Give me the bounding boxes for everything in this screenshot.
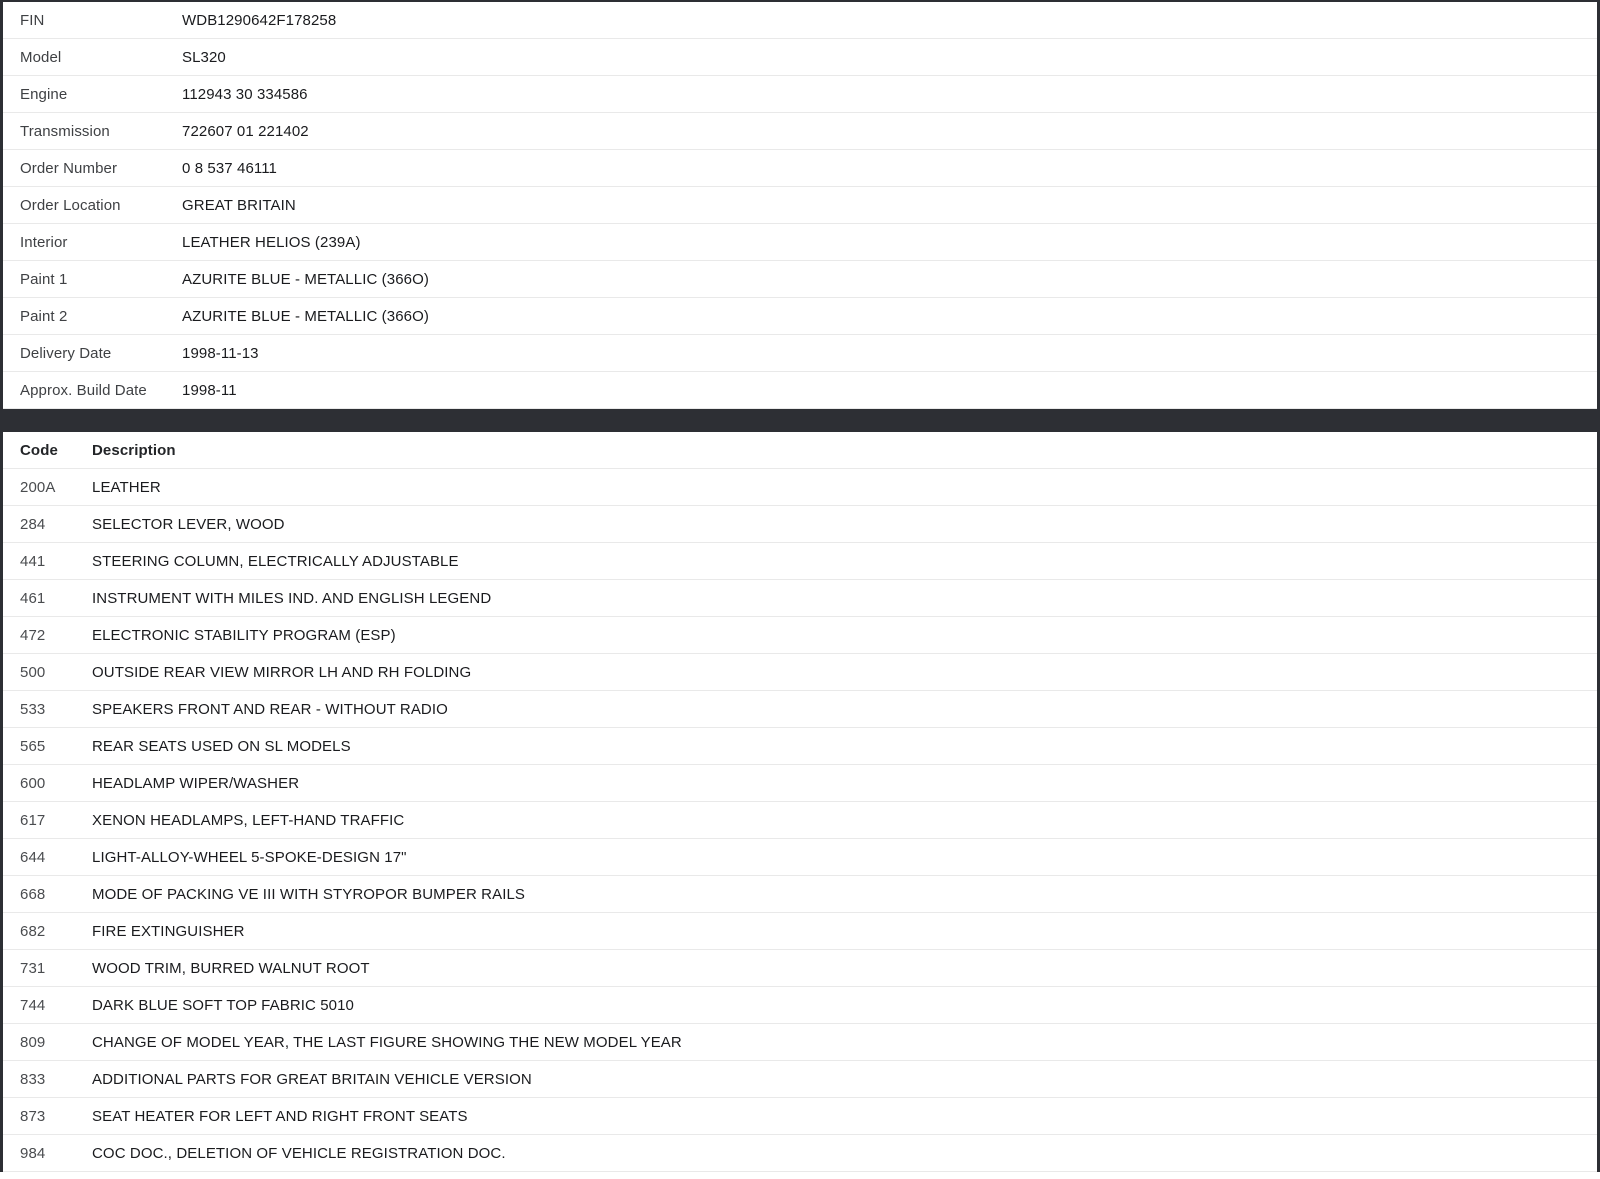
option-code: 600 xyxy=(20,774,46,792)
option-row xyxy=(3,1135,1597,1172)
vehicle-info-table xyxy=(3,2,1597,409)
option-description: REAR SEATS USED ON SL MODELS xyxy=(92,737,351,755)
option-description: LEATHER xyxy=(92,478,161,496)
option-row xyxy=(3,728,1597,765)
option-row xyxy=(3,987,1597,1024)
option-description: OUTSIDE REAR VIEW MIRROR LH AND RH FOLDING xyxy=(92,663,472,681)
option-code: 873 xyxy=(20,1107,46,1125)
field-value: 0 8 537 46111 xyxy=(182,159,277,177)
option-row xyxy=(3,691,1597,728)
option-code: 441 xyxy=(20,552,46,570)
vehicle-info-row xyxy=(3,150,1597,187)
option-code: 565 xyxy=(20,737,46,755)
option-row xyxy=(3,543,1597,580)
option-code: 533 xyxy=(20,700,46,718)
field-label: Transmission xyxy=(20,122,110,140)
option-description: DARK BLUE SOFT TOP FABRIC 5010 xyxy=(92,996,354,1014)
option-description: HEADLAMP WIPER/WASHER xyxy=(92,774,300,792)
option-description: SPEAKERS FRONT AND REAR - WITHOUT RADIO xyxy=(92,700,448,718)
field-label: Order Location xyxy=(20,196,121,214)
option-row xyxy=(3,580,1597,617)
options-table-header xyxy=(3,432,1597,469)
field-value: WDB1290642F178258 xyxy=(182,11,337,29)
options-table-body xyxy=(3,469,1597,1172)
option-code: 744 xyxy=(20,996,46,1014)
field-value: 112943 30 334586 xyxy=(182,85,308,103)
field-value: AZURITE BLUE - METALLIC (366O) xyxy=(182,270,429,288)
field-label: Approx. Build Date xyxy=(20,381,147,399)
option-description: WOOD TRIM, BURRED WALNUT ROOT xyxy=(92,959,370,977)
field-value: LEATHER HELIOS (239A) xyxy=(182,233,361,251)
option-description: LIGHT-ALLOY-WHEEL 5-SPOKE-DESIGN 17" xyxy=(92,848,407,866)
option-description: STEERING COLUMN, ELECTRICALLY ADJUSTABLE xyxy=(92,552,459,570)
option-description: INSTRUMENT WITH MILES IND. AND ENGLISH LEGEND xyxy=(92,589,492,607)
field-label: Engine xyxy=(20,85,68,103)
option-code: 284 xyxy=(20,515,46,533)
option-row xyxy=(3,876,1597,913)
option-row xyxy=(3,1098,1597,1135)
field-value: 722607 01 221402 xyxy=(182,122,309,140)
field-label: Delivery Date xyxy=(20,344,112,362)
option-code: 731 xyxy=(20,959,46,977)
option-description: COC DOC., DELETION OF VEHICLE REGISTRATION DOC. xyxy=(92,1144,506,1162)
option-row xyxy=(3,765,1597,802)
field-label: Order Number xyxy=(20,159,118,177)
option-description: XENON HEADLAMPS, LEFT-HAND TRAFFIC xyxy=(92,811,405,829)
vehicle-info-row xyxy=(3,224,1597,261)
option-code: 809 xyxy=(20,1033,46,1051)
field-label: Paint 2 xyxy=(20,307,68,325)
vehicle-info-row xyxy=(3,298,1597,335)
option-code: 472 xyxy=(20,626,46,644)
option-code: 833 xyxy=(20,1070,46,1088)
option-row xyxy=(3,802,1597,839)
field-value: 1998-11-13 xyxy=(182,344,259,362)
option-code: 500 xyxy=(20,663,46,681)
description-column-header: Description xyxy=(92,441,176,459)
field-value: AZURITE BLUE - METALLIC (366O) xyxy=(182,307,429,325)
option-description: SELECTOR LEVER, WOOD xyxy=(92,515,285,533)
option-code: 668 xyxy=(20,885,46,903)
option-row xyxy=(3,950,1597,987)
field-label: Paint 1 xyxy=(20,270,68,288)
option-code: 682 xyxy=(20,922,46,940)
option-description: ADDITIONAL PARTS FOR GREAT BRITAIN VEHICLE VERSION xyxy=(92,1070,532,1088)
option-description: ELECTRONIC STABILITY PROGRAM (ESP) xyxy=(92,626,396,644)
options-table xyxy=(3,432,1597,1172)
option-description: CHANGE OF MODEL YEAR, THE LAST FIGURE SHOWING THE NEW MODEL YEAR xyxy=(92,1033,682,1051)
option-row xyxy=(3,1024,1597,1061)
option-row xyxy=(3,617,1597,654)
code-column-header: Code xyxy=(20,441,58,459)
field-label: Model xyxy=(20,48,62,66)
option-row xyxy=(3,469,1597,506)
vehicle-info-row xyxy=(3,335,1597,372)
option-description: SEAT HEATER FOR LEFT AND RIGHT FRONT SEATS xyxy=(92,1107,468,1125)
section-divider xyxy=(0,409,1600,432)
option-code: 617 xyxy=(20,811,46,829)
field-value: SL320 xyxy=(182,48,226,66)
option-code: 984 xyxy=(20,1144,46,1162)
field-label: FIN xyxy=(20,11,45,29)
option-row xyxy=(3,506,1597,543)
option-code: 461 xyxy=(20,589,46,607)
option-code: 200A xyxy=(20,478,56,496)
vehicle-info-row xyxy=(3,187,1597,224)
vehicle-info-row xyxy=(3,261,1597,298)
option-row xyxy=(3,654,1597,691)
vehicle-info-row xyxy=(3,113,1597,150)
vehicle-info-row xyxy=(3,2,1597,39)
option-row xyxy=(3,839,1597,876)
vehicle-info-row xyxy=(3,372,1597,409)
vehicle-info-row xyxy=(3,39,1597,76)
field-value: GREAT BRITAIN xyxy=(182,196,296,214)
option-row xyxy=(3,913,1597,950)
field-value: 1998-11 xyxy=(182,381,237,399)
option-code: 644 xyxy=(20,848,46,866)
field-label: Interior xyxy=(20,233,68,251)
option-description: MODE OF PACKING VE III WITH STYROPOR BUMPER RAILS xyxy=(92,885,526,903)
option-description: FIRE EXTINGUISHER xyxy=(92,922,245,940)
vehicle-info-row xyxy=(3,76,1597,113)
option-row xyxy=(3,1061,1597,1098)
